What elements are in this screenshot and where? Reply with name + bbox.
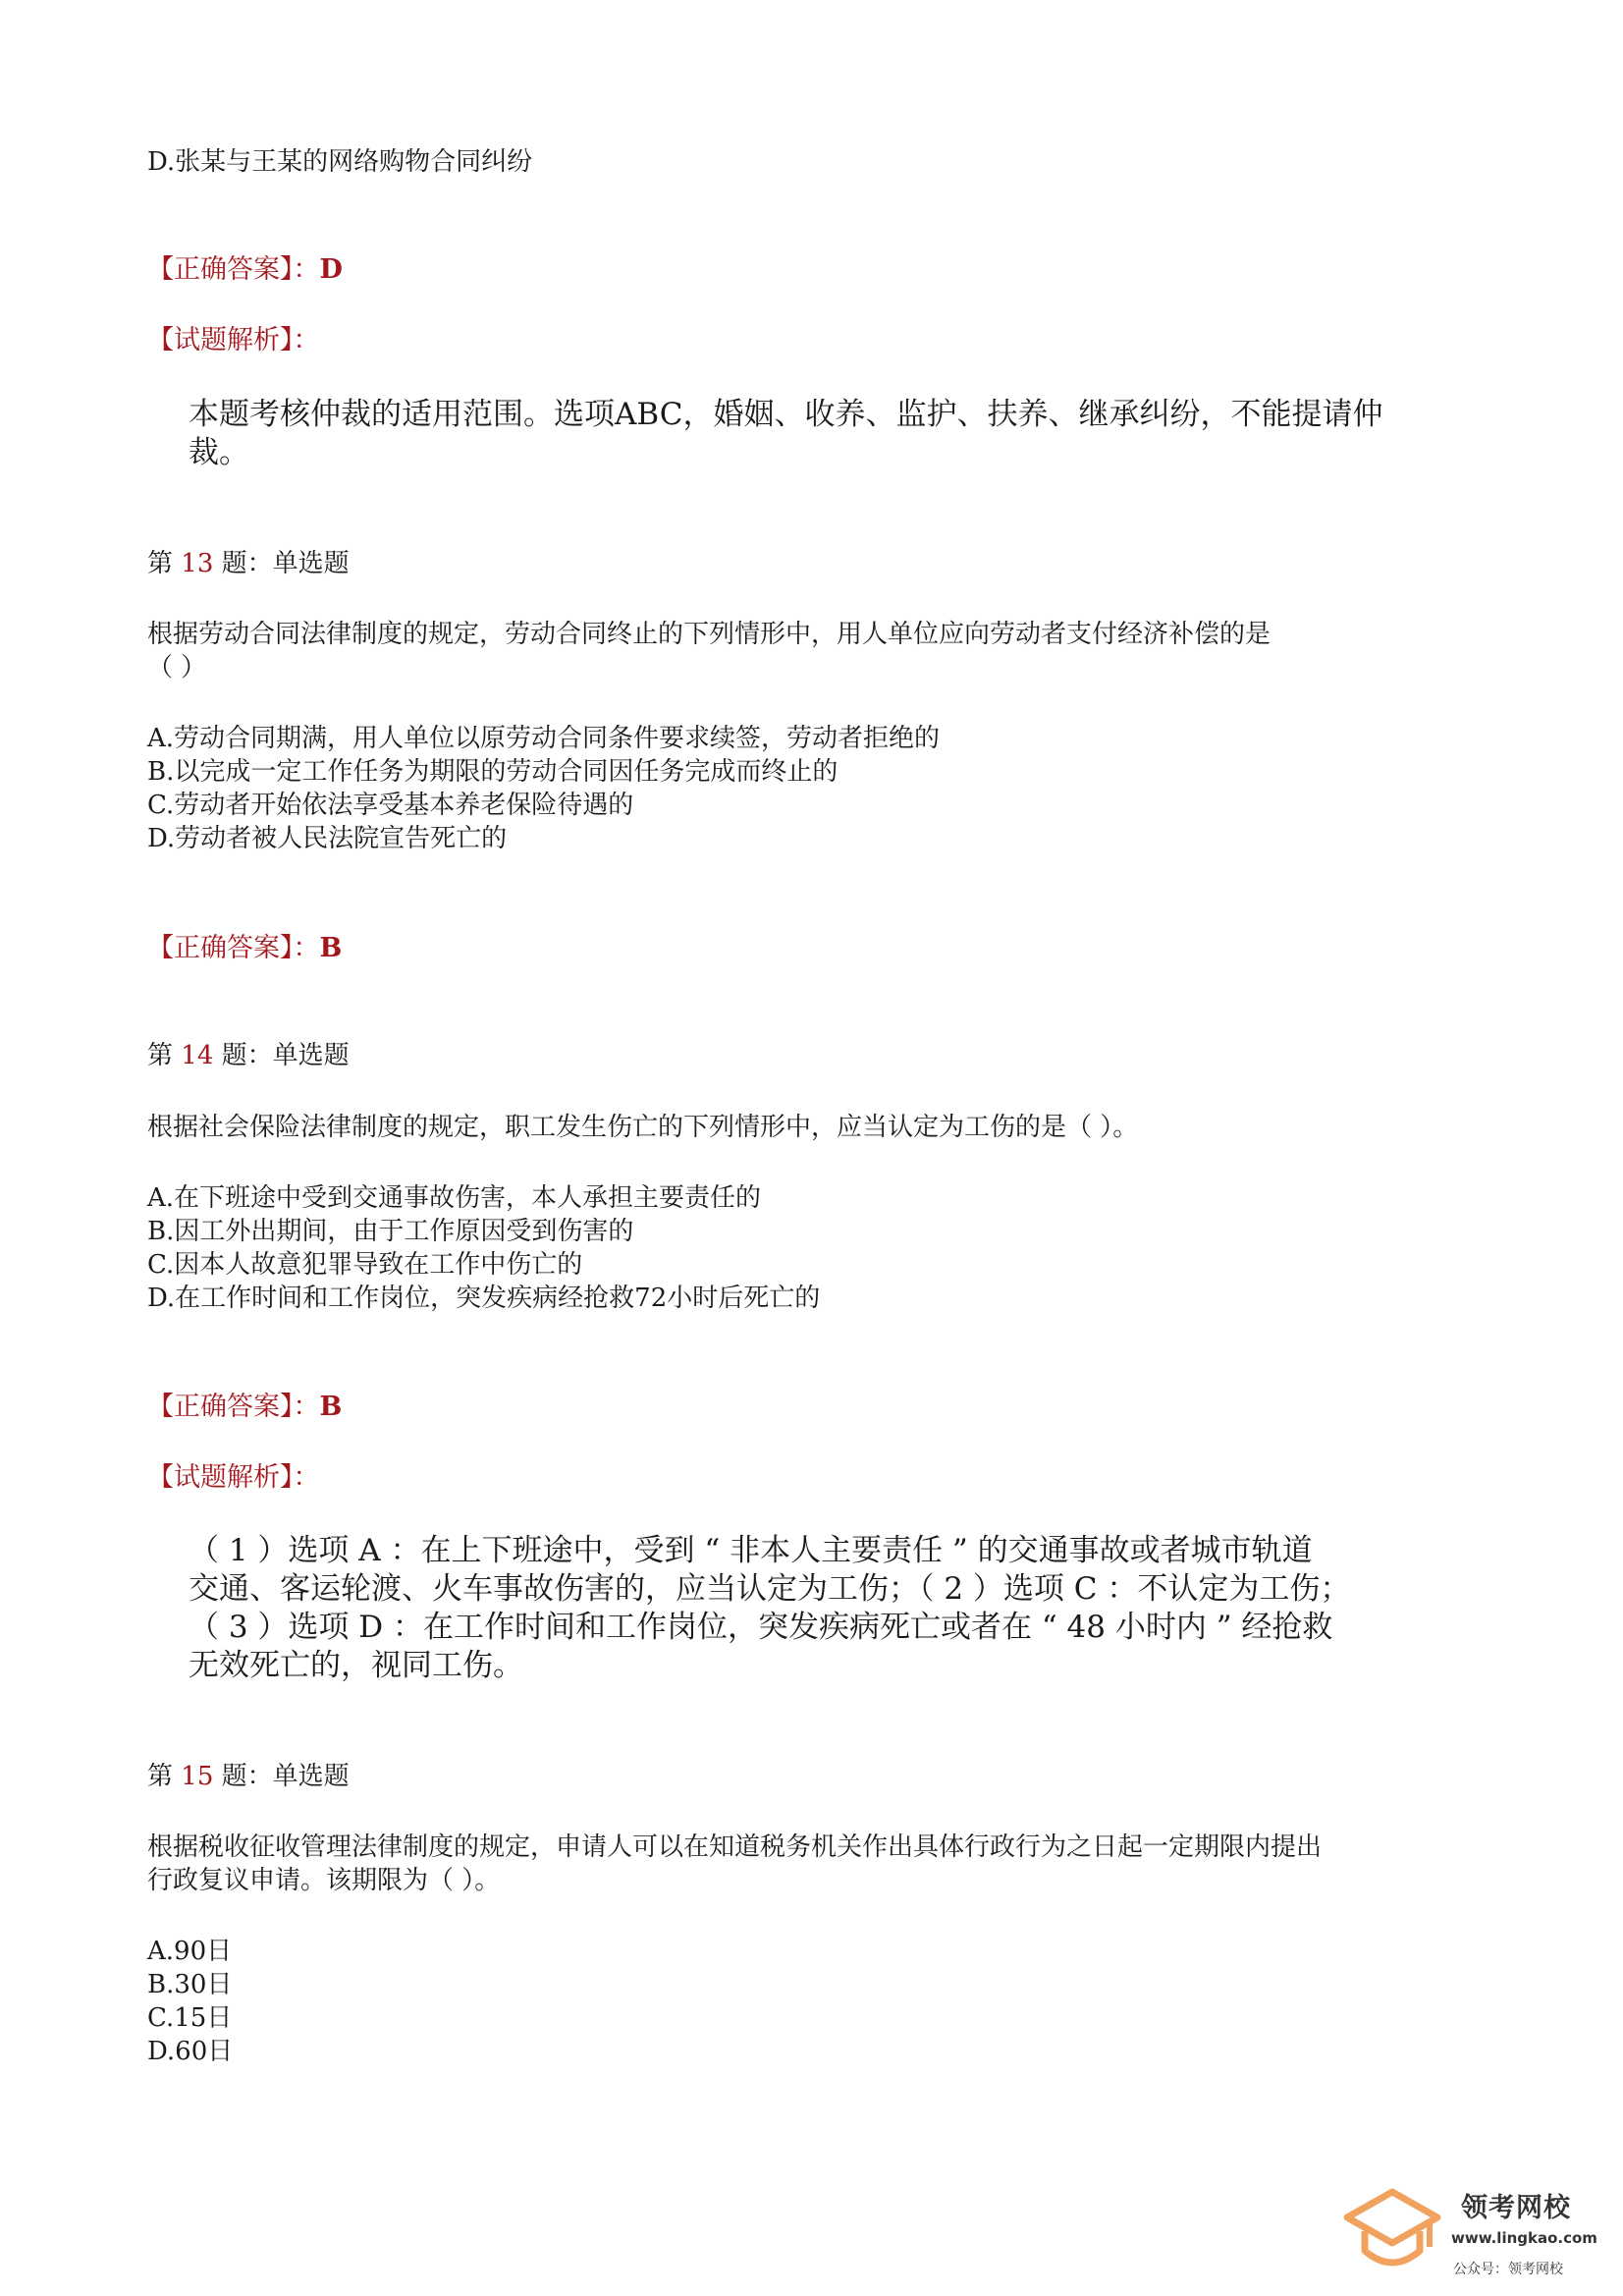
answer-label: 【正确答案】： bbox=[147, 933, 320, 963]
q15-stem bbox=[147, 1831, 1322, 1897]
question-type: 题：单选题 bbox=[221, 549, 350, 578]
lingkao-watermark bbox=[1343, 2178, 1600, 2286]
watermark-wechat: 公众号：领考网校 bbox=[1453, 2262, 1563, 2277]
question-number: 13 bbox=[181, 549, 214, 578]
option-b: B.因工外出期间，由于工作原因受到伤害的 bbox=[147, 1217, 634, 1246]
analysis-line: （ 1 ）选项 A ：在上下班途中，受到 “ 非本人主要责任 ” 的交通事故或者城市轨道 bbox=[189, 1533, 1313, 1568]
q12-answer bbox=[147, 253, 343, 287]
option-d: D.在工作时间和工作岗位，突发疾病经抢救72小时后死亡的 bbox=[147, 1284, 821, 1313]
analysis-line: 无效死亡的，视同工伤。 bbox=[189, 1648, 523, 1683]
option-b: B.30日 bbox=[147, 1970, 233, 1999]
answer-value: B bbox=[319, 933, 343, 963]
question-prefix: 第 bbox=[147, 1762, 174, 1791]
answer-value: D bbox=[319, 254, 343, 285]
option-a: A.90日 bbox=[147, 1937, 233, 1966]
q15-options bbox=[147, 1935, 233, 2068]
option-b: B.以完成一定工作任务为期限的劳动合同因任务完成而终止的 bbox=[147, 757, 839, 787]
q13-options bbox=[147, 722, 940, 855]
q14-analysis bbox=[189, 1532, 1485, 1685]
q14-stem: 根据社会保险法律制度的规定，职工发生伤亡的下列情形中，应当认定为工伤的是（ ）。 bbox=[147, 1113, 1139, 1142]
analysis-line: 裁。 bbox=[189, 435, 249, 470]
option-c: C.15日 bbox=[147, 2003, 233, 2033]
answer-label: 【正确答案】： bbox=[147, 1392, 320, 1422]
answer-label: 【正确答案】： bbox=[147, 254, 320, 285]
option-a: A.在下班途中受到交通事故伤害，本人承担主要责任的 bbox=[147, 1183, 762, 1213]
q12-analysis-label: 【试题解析】： bbox=[147, 325, 320, 355]
analysis-line: 本题考核仲裁的适用范围。选项ABC，婚姻、收养、监护、扶养、继承纠纷，不能提请仲 bbox=[189, 397, 1383, 432]
question-number: 14 bbox=[181, 1041, 214, 1070]
analysis-line: 交通、客运轮渡、火车事故伤害的，应当认定为工伤；（ 2 ）选项 C ：不认定为工伤； bbox=[189, 1571, 1351, 1607]
q15-heading bbox=[147, 1760, 350, 1793]
q12-analysis bbox=[189, 396, 1485, 472]
stem-line: （ ） bbox=[147, 653, 207, 683]
option-c: C.因本人故意犯罪导致在工作中伤亡的 bbox=[147, 1250, 583, 1280]
option-d: D.60日 bbox=[147, 2037, 234, 2066]
stem-line: 根据劳动合同法律制度的规定，劳动合同终止的下列情形中，用人单位应向劳动者支付经济补偿的是 bbox=[147, 620, 1271, 649]
watermark-url: www.lingkao.com bbox=[1451, 2229, 1597, 2247]
q13-answer bbox=[147, 932, 342, 965]
q14-options bbox=[147, 1181, 820, 1315]
question-type: 题：单选题 bbox=[221, 1041, 350, 1070]
analysis-line: （ 3 ）选项 D ：在工作时间和工作岗位，突发疾病死亡或者在 “ 48 小时内 ” 经抢救 bbox=[189, 1610, 1333, 1645]
option-a: A.劳动合同期满，用人单位以原劳动合同条件要求续签，劳动者拒绝的 bbox=[147, 724, 941, 753]
q13-heading bbox=[147, 547, 350, 580]
q14-heading bbox=[147, 1039, 350, 1072]
stem-line: 行政复议申请。该期限为（ ）。 bbox=[147, 1866, 501, 1895]
stem-line: 根据税收征收管理法律制度的规定，申请人可以在知道税务机关作出具体行政行为之日起一定期限内提出 bbox=[147, 1832, 1323, 1862]
watermark-brand: 领考网校 bbox=[1461, 2193, 1571, 2223]
q12-option-d: D.张某与王某的网络购物合同纠纷 bbox=[147, 147, 533, 177]
answer-value: B bbox=[319, 1392, 343, 1422]
question-prefix: 第 bbox=[147, 1041, 174, 1070]
q13-stem bbox=[147, 618, 1271, 684]
q14-answer bbox=[147, 1391, 342, 1424]
question-number: 15 bbox=[181, 1762, 214, 1791]
q14-analysis-label: 【试题解析】： bbox=[147, 1462, 320, 1493]
graduation-cap-icon bbox=[1343, 2184, 1441, 2282]
option-d: D.劳动者被人民法院宣告死亡的 bbox=[147, 824, 508, 853]
question-prefix: 第 bbox=[147, 549, 174, 578]
question-type: 题：单选题 bbox=[221, 1762, 350, 1791]
option-c: C.劳动者开始依法享受基本养老保险待遇的 bbox=[147, 791, 634, 820]
